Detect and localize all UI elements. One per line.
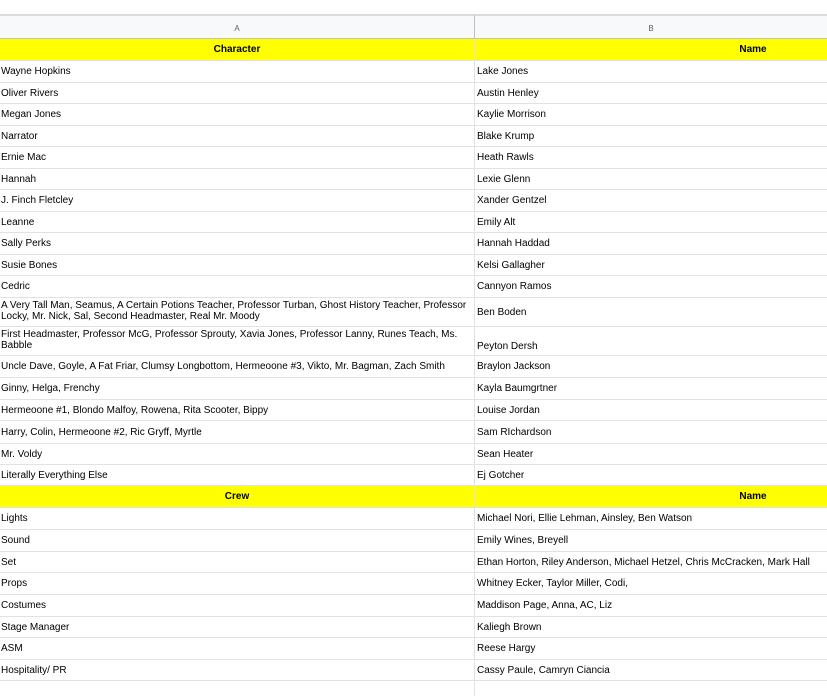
name-cell[interactable]: Ethan Horton, Riley Anderson, Michael Hetzel, Chris McCracken, Mark Hall (475, 552, 827, 573)
role-cell[interactable]: Sound (0, 530, 475, 552)
name-cell[interactable]: Maddison Page, Anna, AC, Liz (475, 595, 827, 617)
table-row (0, 530, 827, 552)
role-cell[interactable]: Hermeoone #1, Blondo Malfoy, Rowena, Rita Scooter, Bippy (0, 400, 475, 421)
table-row (0, 255, 827, 276)
role-cell[interactable]: Literally Everything Else (0, 465, 475, 486)
role-cell[interactable]: Cedric (0, 276, 475, 298)
cast-header-row (0, 39, 827, 61)
role-cell[interactable]: Leanne (0, 212, 475, 233)
table-row (0, 356, 827, 378)
header-cell-name-label: Name (739, 44, 767, 55)
table-row (0, 573, 827, 595)
role-cell[interactable]: Wayne Hopkins (0, 61, 475, 83)
name-cell[interactable]: Michael Nori, Ellie Lehman, Ainsley, Ben Watson (475, 508, 827, 530)
role-cell[interactable]: Hospitality/ PR (0, 660, 475, 681)
name-cell[interactable]: Whitney Ecker, Taylor Miller, Codi, (475, 573, 827, 595)
role-cell[interactable]: Oliver Rivers (0, 83, 475, 104)
role-cell[interactable]: Ernie Mac (0, 147, 475, 169)
role-cell[interactable]: Lights (0, 508, 475, 530)
empty-cell[interactable] (0, 681, 475, 696)
name-cell[interactable]: Austin Henley (475, 83, 827, 104)
role-cell[interactable]: Sally Perks (0, 233, 475, 255)
name-cell[interactable]: Reese Hargy (475, 638, 827, 660)
role-cell[interactable]: Susie Bones (0, 255, 475, 276)
name-cell[interactable]: Emily Alt (475, 212, 827, 233)
table-row (0, 444, 827, 465)
role-cell[interactable]: Ginny, Helga, Frenchy (0, 378, 475, 400)
table-row (0, 327, 827, 356)
name-cell[interactable]: Ej Gotcher (475, 465, 827, 486)
name-cell[interactable]: Lexie Glenn (475, 169, 827, 190)
table-row (0, 465, 827, 486)
table-row (0, 595, 827, 617)
table-row (0, 276, 827, 298)
name-cell[interactable]: Kelsi Gallagher (475, 255, 827, 276)
name-cell[interactable]: Kaylie Morrison (475, 104, 827, 126)
name-cell[interactable]: Heath Rawls (475, 147, 827, 169)
role-cell[interactable]: Stage Manager (0, 617, 475, 638)
header-cell-name[interactable] (475, 39, 827, 61)
name-cell[interactable]: Lake Jones (475, 61, 827, 83)
table-row (0, 83, 827, 104)
role-cell[interactable]: Megan Jones (0, 104, 475, 126)
column-header-b[interactable]: B (475, 14, 827, 39)
name-cell[interactable]: Sam RIchardson (475, 421, 827, 444)
table-row (0, 169, 827, 190)
column-header-a[interactable]: A (0, 14, 475, 39)
role-cell[interactable]: First Headmaster, Professor McG, Professor Sprouty, Xavia Jones, Professor Lanny, Runes Teach, Ms. Babble (0, 327, 475, 356)
table-row (0, 190, 827, 212)
table-row (0, 233, 827, 255)
table-row (0, 638, 827, 660)
name-cell[interactable]: Ben Boden (475, 298, 827, 327)
role-cell[interactable]: Harry, Colin, Hermeoone #2, Ric Gryff, Myrtle (0, 421, 475, 444)
name-cell[interactable]: Braylon Jackson (475, 356, 827, 378)
header-cell-crew[interactable]: Crew (0, 486, 475, 508)
table-row (0, 298, 827, 327)
role-cell[interactable]: Mr. Voldy (0, 444, 475, 465)
table-row (0, 508, 827, 530)
crew-header-row (0, 486, 827, 508)
table-row (0, 660, 827, 681)
name-cell[interactable]: Sean Heater (475, 444, 827, 465)
role-cell[interactable]: Costumes (0, 595, 475, 617)
table-row (0, 147, 827, 169)
table-row (0, 212, 827, 233)
table-row (0, 421, 827, 444)
header-cell-character[interactable]: Character (0, 39, 475, 61)
empty-cell[interactable] (475, 681, 827, 696)
name-cell[interactable]: Louise Jordan (475, 400, 827, 421)
role-cell[interactable]: Hannah (0, 169, 475, 190)
role-cell[interactable]: A Very Tall Man, Seamus, A Certain Potions Teacher, Professor Turban, Ghost History Teacher, Professor Locky, Mr. Nick, Sal, Second Headmaster, Real Mr. Moody (0, 298, 475, 327)
role-cell[interactable]: Props (0, 573, 475, 595)
role-cell[interactable]: ASM (0, 638, 475, 660)
name-cell[interactable]: Kayla Baumgrtner (475, 378, 827, 400)
header-cell-name-label: Name (739, 491, 767, 502)
role-cell[interactable]: J. Finch Fletcley (0, 190, 475, 212)
table-row (0, 552, 827, 573)
table-row (0, 681, 827, 696)
name-cell[interactable]: Cannyon Ramos (475, 276, 827, 298)
table-row (0, 400, 827, 421)
name-cell[interactable]: Blake Krump (475, 126, 827, 147)
table-row (0, 617, 827, 638)
name-cell[interactable]: Peyton Dersh (475, 327, 827, 356)
table-row (0, 378, 827, 400)
name-cell[interactable]: Cassy Paule, Camryn Ciancia (475, 660, 827, 681)
name-cell[interactable]: Hannah Haddad (475, 233, 827, 255)
table-row (0, 61, 827, 83)
role-cell[interactable]: Uncle Dave, Goyle, A Fat Friar, Clumsy Longbottom, Hermeoone #3, Vikto, Mr. Bagman, Zach Smith (0, 356, 475, 378)
table-row (0, 104, 827, 126)
toolbar-strip (0, 0, 827, 14)
header-cell-name[interactable] (475, 486, 827, 508)
table-row (0, 126, 827, 147)
name-cell[interactable]: Xander Gentzel (475, 190, 827, 212)
role-cell[interactable]: Set (0, 552, 475, 573)
name-cell[interactable]: Emily Wines, Breyell (475, 530, 827, 552)
role-cell[interactable]: Narrator (0, 126, 475, 147)
name-cell[interactable]: Kaliegh Brown (475, 617, 827, 638)
